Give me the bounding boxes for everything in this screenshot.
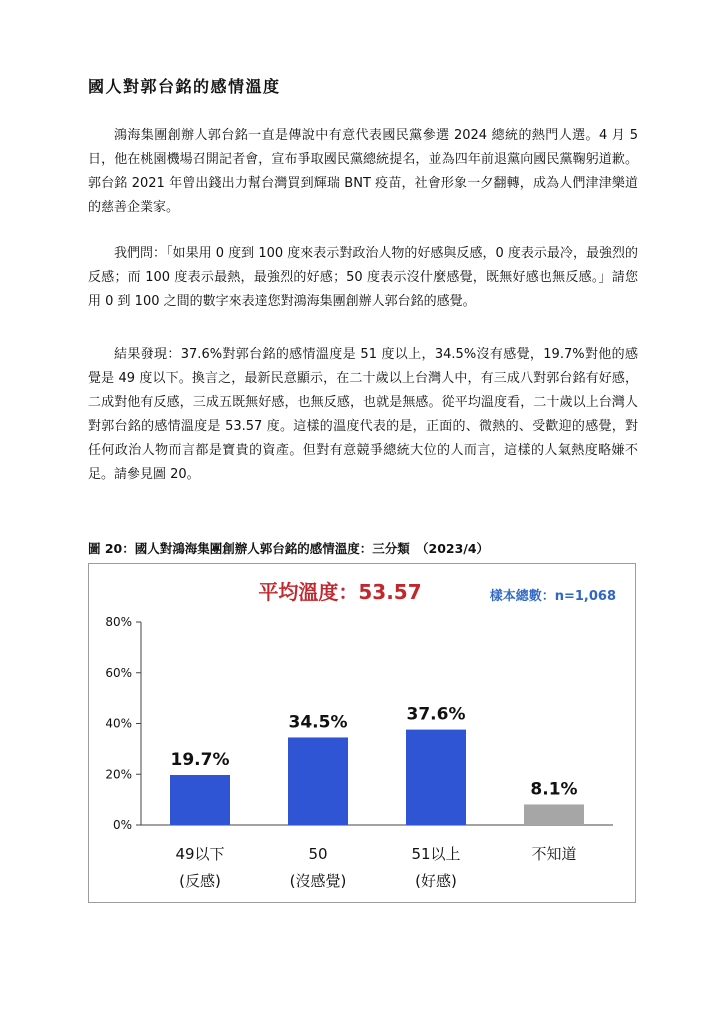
x-category-label: 不知道 [531,845,577,863]
paragraph-intro: 鴻海集團創辦人郭台銘一直是傳說中有意代表國民黨參選 2024 總統的熱門人選。4 月 5 日，他在桃園機場召開記者會，宣布爭取國民黨總統提名，並為四年前退黨向國民黨鞠躬道歉。郭台銘 2021 年曾出錢出力幫台灣買到輝瑞 BNT 疫苗，社會形象一夕翻轉，成為人們津津樂道的慈善企業家。 [88,128,638,215]
y-tick-label: 40% [105,716,132,731]
x-category-sublabel: (沒感覺) [289,872,347,890]
y-tick-label: 80% [105,615,132,629]
chart-annotation-sample-size: 樣本總數：n=1,068 [489,589,616,604]
bar-value-label: 37.6% [406,704,466,725]
y-tick-label: 60% [105,665,132,680]
chart-title: 平均溫度：53.57 [258,580,422,604]
bar-chart-svg [89,564,635,902]
x-category-sublabel: (反感) [179,872,221,890]
page-title: 國人對郭台銘的感情溫度 [88,77,281,96]
y-tick-label: 20% [105,767,132,782]
bar-3 [524,804,584,825]
bar-value-label: 8.1% [530,779,578,800]
paragraph-question: 我們問：「如果用 0 度到 100 度來表示對政治人物的好感與反感，0 度表示最冷，最強烈的反感；而 100 度表示最熱，最強烈的好感；50 度表示沒什麼感覺，既無好感也無反感。」請您用 0 到 100 之間的數字來表達您對鴻海集團創辦人郭台銘的感覺。 [88,246,638,309]
bar-value-label: 19.7% [170,750,230,771]
x-category-sublabel: (好感) [415,872,457,890]
figure-caption: 圖 20：國人對鴻海集團創辦人郭台銘的感情溫度：三分類 （2023/4） [88,541,490,556]
bar-0 [170,775,230,825]
paragraph-results: 結果發現：37.6%對郭台銘的感情溫度是 51 度以上，34.5%沒有感覺，19.7%對他的感覺是 49 度以下。換言之，最新民意顯示，在二十歲以上台灣人中，有三成八對郭台銘有好感，二成對他有反感，三成五既無好感，也無反感，也就是無感。從平均溫度看，二十歲以上台灣人對郭台銘的感情溫度是 53.57 度。這樣的溫度代表的是，正面的、微熱的、受歡迎的感覺，對任何政治人物而言都是寶貴的資產。但對有意競爭總統大位的人而言，這樣的人氣熱度略嫌不足。請參見圖 20。 [88,347,638,482]
bar-value-label: 34.5% [288,712,348,733]
x-category-label: 51以上 [411,845,461,863]
bar-2 [406,730,466,825]
x-category-label: 50 [308,845,328,863]
bar-1 [288,737,348,825]
bar-chart [88,563,636,903]
y-tick-label: 0% [112,818,132,832]
x-category-label: 49以下 [175,845,225,863]
